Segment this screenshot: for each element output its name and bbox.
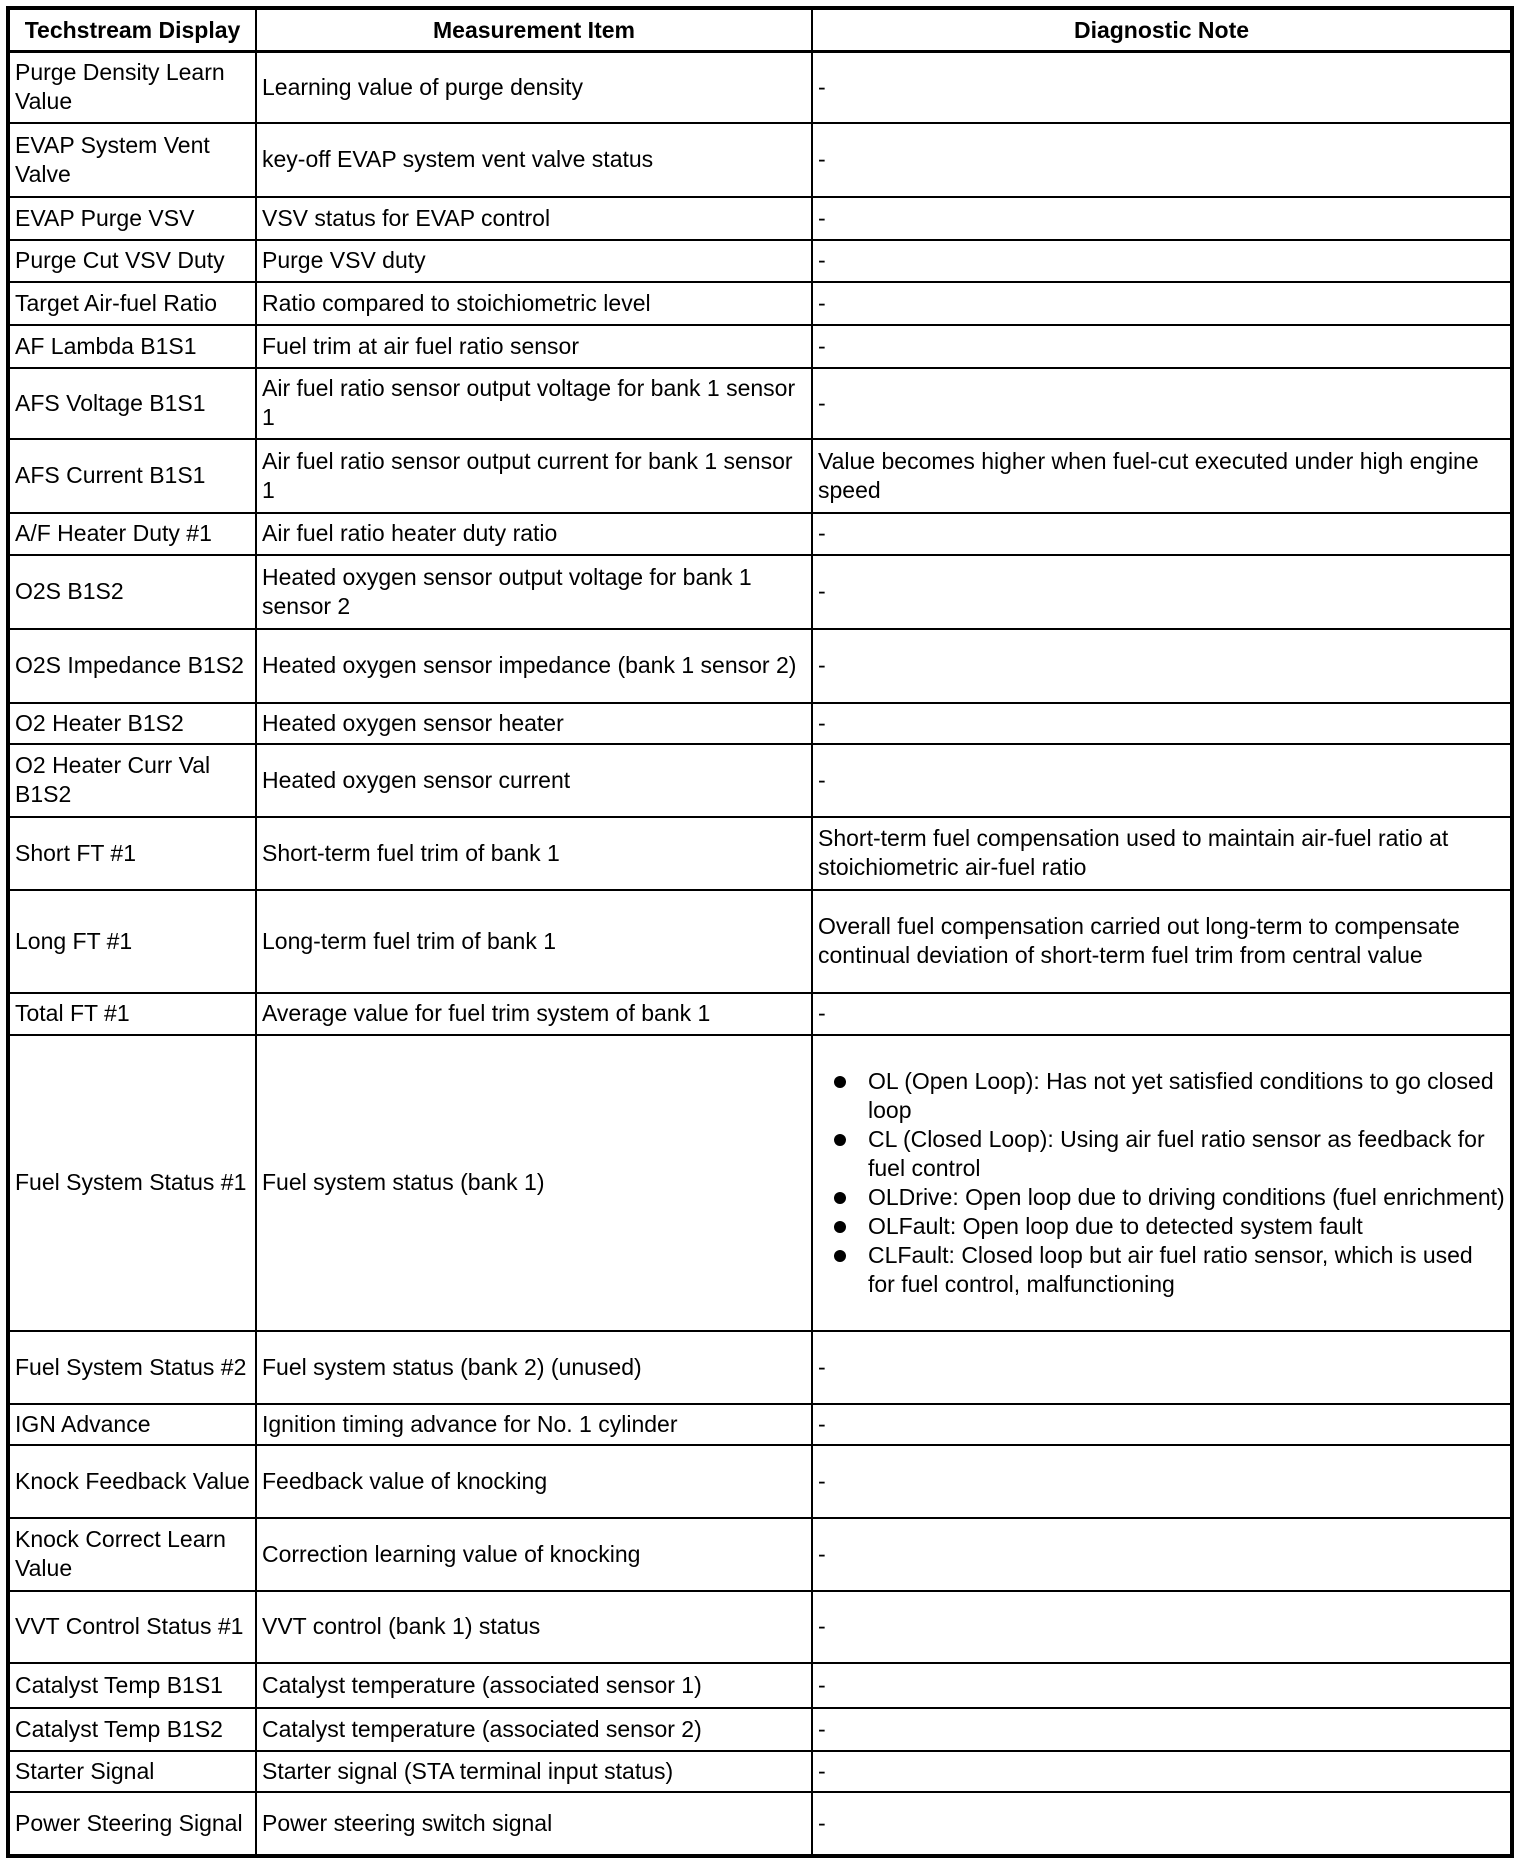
cell-techstream-display: Knock Feedback Value	[8, 1445, 256, 1518]
bullet-text: OL (Open Loop): Has not yet satisfied conditions to go closed loop	[868, 1067, 1494, 1123]
table-row	[8, 1445, 1512, 1518]
table-body	[8, 52, 1512, 1856]
table-row	[8, 1792, 1512, 1856]
cell-techstream-display: AFS Current B1S1	[8, 439, 256, 513]
table-row	[8, 197, 1512, 240]
cell-measurement-item: Ratio compared to stoichiometric level	[256, 282, 812, 325]
cell-diagnostic-note: -	[812, 1708, 1512, 1751]
cell-diagnostic-note: Value becomes higher when fuel-cut executed under high engine speed	[812, 439, 1512, 513]
cell-techstream-display: EVAP System Vent Valve	[8, 123, 256, 197]
cell-measurement-item: Short-term fuel trim of bank 1	[256, 817, 812, 890]
cell-measurement-item: Correction learning value of knocking	[256, 1518, 812, 1591]
table-row	[8, 368, 1512, 439]
cell-diagnostic-note: -	[812, 240, 1512, 282]
cell-diagnostic-note: -	[812, 1792, 1512, 1856]
cell-techstream-display: O2S Impedance B1S2	[8, 629, 256, 703]
cell-techstream-display: Fuel System Status #2	[8, 1331, 256, 1404]
cell-diagnostic-note: Overall fuel compensation carried out long-term to compensate continual deviation of short-term fuel trim from central value	[812, 890, 1512, 993]
cell-techstream-display: Target Air-fuel Ratio	[8, 282, 256, 325]
cell-measurement-item: Starter signal (STA terminal input status)	[256, 1751, 812, 1792]
cell-measurement-item: Catalyst temperature (associated sensor 1)	[256, 1663, 812, 1708]
cell-diagnostic-note: -	[812, 1404, 1512, 1445]
cell-diagnostic-note: -	[812, 993, 1512, 1035]
bullet-text: CLFault: Closed loop but air fuel ratio sensor, which is used for fuel control, malfunctioning	[868, 1241, 1473, 1297]
cell-measurement-item: Average value for fuel trim system of bank 1	[256, 993, 812, 1035]
cell-techstream-display: Total FT #1	[8, 993, 256, 1035]
table-row	[8, 282, 1512, 325]
cell-measurement-item: Air fuel ratio heater duty ratio	[256, 513, 812, 555]
bullet-icon	[834, 1221, 846, 1233]
table-row	[8, 1331, 1512, 1404]
header-techstream-display: Techstream Display	[8, 8, 256, 52]
cell-diagnostic-note: Short-term fuel compensation used to maintain air-fuel ratio at stoichiometric air-fuel ratio	[812, 817, 1512, 890]
bullet-text: OLDrive: Open loop due to driving conditions (fuel enrichment)	[868, 1183, 1505, 1210]
table-row	[8, 1591, 1512, 1663]
table-row	[8, 1751, 1512, 1792]
table-row	[8, 555, 1512, 629]
table-row	[8, 52, 1512, 123]
table-row	[8, 123, 1512, 197]
cell-diagnostic-note: -	[812, 325, 1512, 368]
cell-diagnostic-note	[812, 1035, 1512, 1331]
cell-techstream-display: AF Lambda B1S1	[8, 325, 256, 368]
note-bullet-list	[818, 1067, 1505, 1299]
table-row	[8, 1035, 1512, 1331]
cell-diagnostic-note: -	[812, 629, 1512, 703]
bullet-text: CL (Closed Loop): Using air fuel ratio sensor as feedback for fuel control	[868, 1125, 1485, 1181]
table-row	[8, 1663, 1512, 1708]
cell-measurement-item: Power steering switch signal	[256, 1792, 812, 1856]
cell-measurement-item: Long-term fuel trim of bank 1	[256, 890, 812, 993]
cell-techstream-display: Purge Density Learn Value	[8, 52, 256, 123]
cell-techstream-display: Fuel System Status #1	[8, 1035, 256, 1331]
cell-diagnostic-note: -	[812, 1445, 1512, 1518]
cell-techstream-display: O2S B1S2	[8, 555, 256, 629]
cell-diagnostic-note: -	[812, 513, 1512, 555]
cell-diagnostic-note: -	[812, 52, 1512, 123]
cell-diagnostic-note: -	[812, 1751, 1512, 1792]
cell-techstream-display: EVAP Purge VSV	[8, 197, 256, 240]
note-bullet-item	[868, 1067, 1505, 1125]
table-row	[8, 1518, 1512, 1591]
note-bullet-item	[868, 1125, 1505, 1183]
cell-techstream-display: AFS Voltage B1S1	[8, 368, 256, 439]
table-row	[8, 1708, 1512, 1751]
cell-measurement-item: Ignition timing advance for No. 1 cylinder	[256, 1404, 812, 1445]
cell-techstream-display: Power Steering Signal	[8, 1792, 256, 1856]
cell-techstream-display: O2 Heater B1S2	[8, 703, 256, 744]
table-row	[8, 513, 1512, 555]
bullet-icon	[834, 1134, 846, 1146]
cell-techstream-display: Long FT #1	[8, 890, 256, 993]
cell-measurement-item: VVT control (bank 1) status	[256, 1591, 812, 1663]
cell-measurement-item: Air fuel ratio sensor output voltage for bank 1 sensor 1	[256, 368, 812, 439]
table-row	[8, 993, 1512, 1035]
cell-techstream-display: Catalyst Temp B1S2	[8, 1708, 256, 1751]
cell-measurement-item: Learning value of purge density	[256, 52, 812, 123]
cell-techstream-display: VVT Control Status #1	[8, 1591, 256, 1663]
table-row	[8, 890, 1512, 993]
cell-diagnostic-note: -	[812, 1518, 1512, 1591]
note-bullet-item	[868, 1241, 1505, 1299]
header-diagnostic-note: Diagnostic Note	[812, 8, 1512, 52]
cell-techstream-display: Short FT #1	[8, 817, 256, 890]
cell-measurement-item: Fuel system status (bank 2) (unused)	[256, 1331, 812, 1404]
cell-measurement-item: Fuel trim at air fuel ratio sensor	[256, 325, 812, 368]
cell-measurement-item: Heated oxygen sensor heater	[256, 703, 812, 744]
data-list-table	[6, 6, 1514, 1858]
cell-measurement-item: Fuel system status (bank 1)	[256, 1035, 812, 1331]
table-row	[8, 744, 1512, 817]
cell-measurement-item: Heated oxygen sensor output voltage for bank 1 sensor 2	[256, 555, 812, 629]
table-row	[8, 325, 1512, 368]
bullet-icon	[834, 1250, 846, 1262]
cell-diagnostic-note: -	[812, 1331, 1512, 1404]
table-row	[8, 439, 1512, 513]
table-row	[8, 1404, 1512, 1445]
cell-measurement-item: Feedback value of knocking	[256, 1445, 812, 1518]
cell-diagnostic-note: -	[812, 368, 1512, 439]
bullet-text: OLFault: Open loop due to detected system fault	[868, 1212, 1363, 1239]
cell-measurement-item: key-off EVAP system vent valve status	[256, 123, 812, 197]
bullet-icon	[834, 1192, 846, 1204]
table-row	[8, 817, 1512, 890]
cell-techstream-display: Purge Cut VSV Duty	[8, 240, 256, 282]
table-row	[8, 703, 1512, 744]
cell-diagnostic-note: -	[812, 282, 1512, 325]
cell-measurement-item: Heated oxygen sensor impedance (bank 1 sensor 2)	[256, 629, 812, 703]
table-row	[8, 240, 1512, 282]
cell-diagnostic-note: -	[812, 1663, 1512, 1708]
cell-diagnostic-note: -	[812, 555, 1512, 629]
cell-diagnostic-note: -	[812, 197, 1512, 240]
note-bullet-item	[868, 1183, 1505, 1212]
cell-techstream-display: Starter Signal	[8, 1751, 256, 1792]
cell-diagnostic-note: -	[812, 123, 1512, 197]
table-header-row	[8, 8, 1512, 52]
cell-measurement-item: Heated oxygen sensor current	[256, 744, 812, 817]
table-row	[8, 629, 1512, 703]
cell-techstream-display: Knock Correct Learn Value	[8, 1518, 256, 1591]
header-measurement-item: Measurement Item	[256, 8, 812, 52]
cell-measurement-item: VSV status for EVAP control	[256, 197, 812, 240]
cell-diagnostic-note: -	[812, 1591, 1512, 1663]
cell-measurement-item: Air fuel ratio sensor output current for bank 1 sensor 1	[256, 439, 812, 513]
cell-techstream-display: IGN Advance	[8, 1404, 256, 1445]
cell-measurement-item: Purge VSV duty	[256, 240, 812, 282]
cell-diagnostic-note: -	[812, 703, 1512, 744]
cell-measurement-item: Catalyst temperature (associated sensor 2)	[256, 1708, 812, 1751]
bullet-icon	[834, 1076, 846, 1088]
cell-techstream-display: A/F Heater Duty #1	[8, 513, 256, 555]
cell-diagnostic-note: -	[812, 744, 1512, 817]
cell-techstream-display: Catalyst Temp B1S1	[8, 1663, 256, 1708]
note-bullet-item	[868, 1212, 1505, 1241]
cell-techstream-display: O2 Heater Curr Val B1S2	[8, 744, 256, 817]
